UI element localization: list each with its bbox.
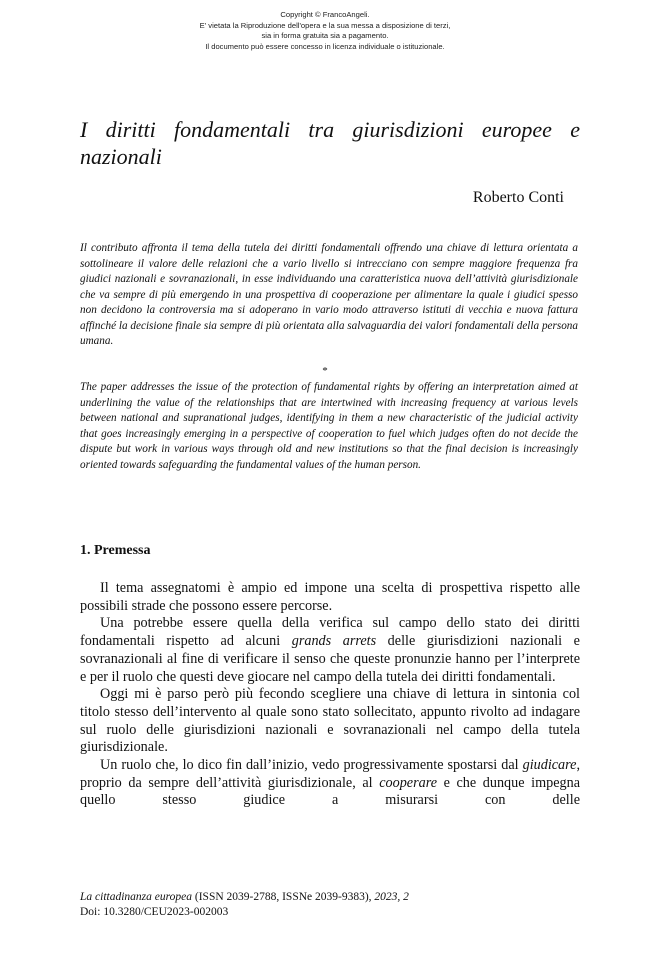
section-heading: 1. Premessa [80,543,151,558]
emphasis-text: grands arrets [291,633,377,650]
abstract-separator: * [322,365,328,377]
paragraph-text: Una potrebbe essere quella della verifica sul campo dello stato dei diritti fondamentali rispetto ad alcuni [80,615,580,650]
journal-issn: (ISSN 2039-2788, ISSNe 2039-9383), [192,891,375,903]
copyright-line: E' vietata la Riproduzione dell'opera e la sua messa a disposizione di terzi, [199,20,451,30]
paragraph-text: , proprio da sempre dell’attività giurisdizionale, al [80,757,580,791]
doi: Doi: 10.3280/CEU2023-002003 [80,905,229,918]
page-footer [80,890,580,919]
copyright-line: sia in forma gratuita sia a pagamento. [261,31,389,41]
abstract-english: The paper addresses the issue of the protection of fundamental rights by offering an interpretation aimed at underlining the value of the relationships that are intertwined with increasing frequency at various levels between national and supranational judges, identifying in them a new characteristic of the judicial activity that goes increasingly emerging in a perspective of cooperation to fuel which judges often do not decide the dispute but work in various ways through old and new institutions so that the final decision is increasingly oriented towards safeguarding the fundamental values of the human person. [80,381,578,471]
journal-issue: 2023, 2 [374,891,409,903]
paragraph [80,615,580,686]
journal-citation [80,890,580,905]
emphasis-text: giudicare [522,757,577,774]
abstract-italian: Il contributo affronta il tema della tutela dei diritti fondamentali offrendo una chiave di lettura orientata a sottolineare il valore delle relazioni che a vario livello si intrecciano con sempre maggiore frequenza fra giudici nazionali e sovranazionali, in esse individuando una caratteristica nuova dell’attività giurisdizionale che va sempre di più emergendo in una prospettiva di cooperazione per alimentare la quale i giudici spesso non decidono la controversia ma si adoperano in vario modo attraverso istituti di vecchia e nuova fattura affinché la decisione finale sia sempre di più orientata alla salvaguardia dei valori fondamentali della persona umana. [80,242,578,347]
copyright-line: Il documento può essere concesso in licenza individuale o istituzionale. [205,41,445,51]
paragraph [80,757,580,810]
copyright-notice [0,10,650,52]
copyright-line: Copyright © FrancoAngeli. [280,10,370,19]
paragraph-text: e che dunque impegna quello stesso giudice a misurarsi con delle [80,774,580,809]
emphasis-text: cooperare [379,774,437,791]
paragraph: Oggi mi è parso però più fecondo scegliere una chiave di lettura in sintonia col titolo stesso dell’intervento al quale sono stato sollecitato, appunto rivolto ad indagare sul ruolo delle giurisdizioni nazionali e sovranazionali nel campo della tutela giurisdizionale. [80,686,580,756]
body-text [80,580,580,810]
paragraph: Il tema assegnatomi è ampio ed impone una scelta di prospettiva rispetto alle possibili strade che possono essere percorse. [80,580,580,614]
paragraph-text: Un ruolo che, lo dico fin dall’inizio, vedo progressivamente spostarsi dal [100,757,523,774]
article-title: I diritti fondamentali tra giurisdizioni europee e nazionali [80,117,580,169]
journal-name: La cittadinanza europea [80,891,193,903]
article-author: Roberto Conti [472,189,564,206]
paragraph-text: delle giurisdizioni nazionali e sovranazionali al fine di verificare il senso che queste pronunzie hanno per l’interprete e per il ruolo che questi deve giocare nel campo della tutela dei diritti fondamentali. [80,633,580,685]
